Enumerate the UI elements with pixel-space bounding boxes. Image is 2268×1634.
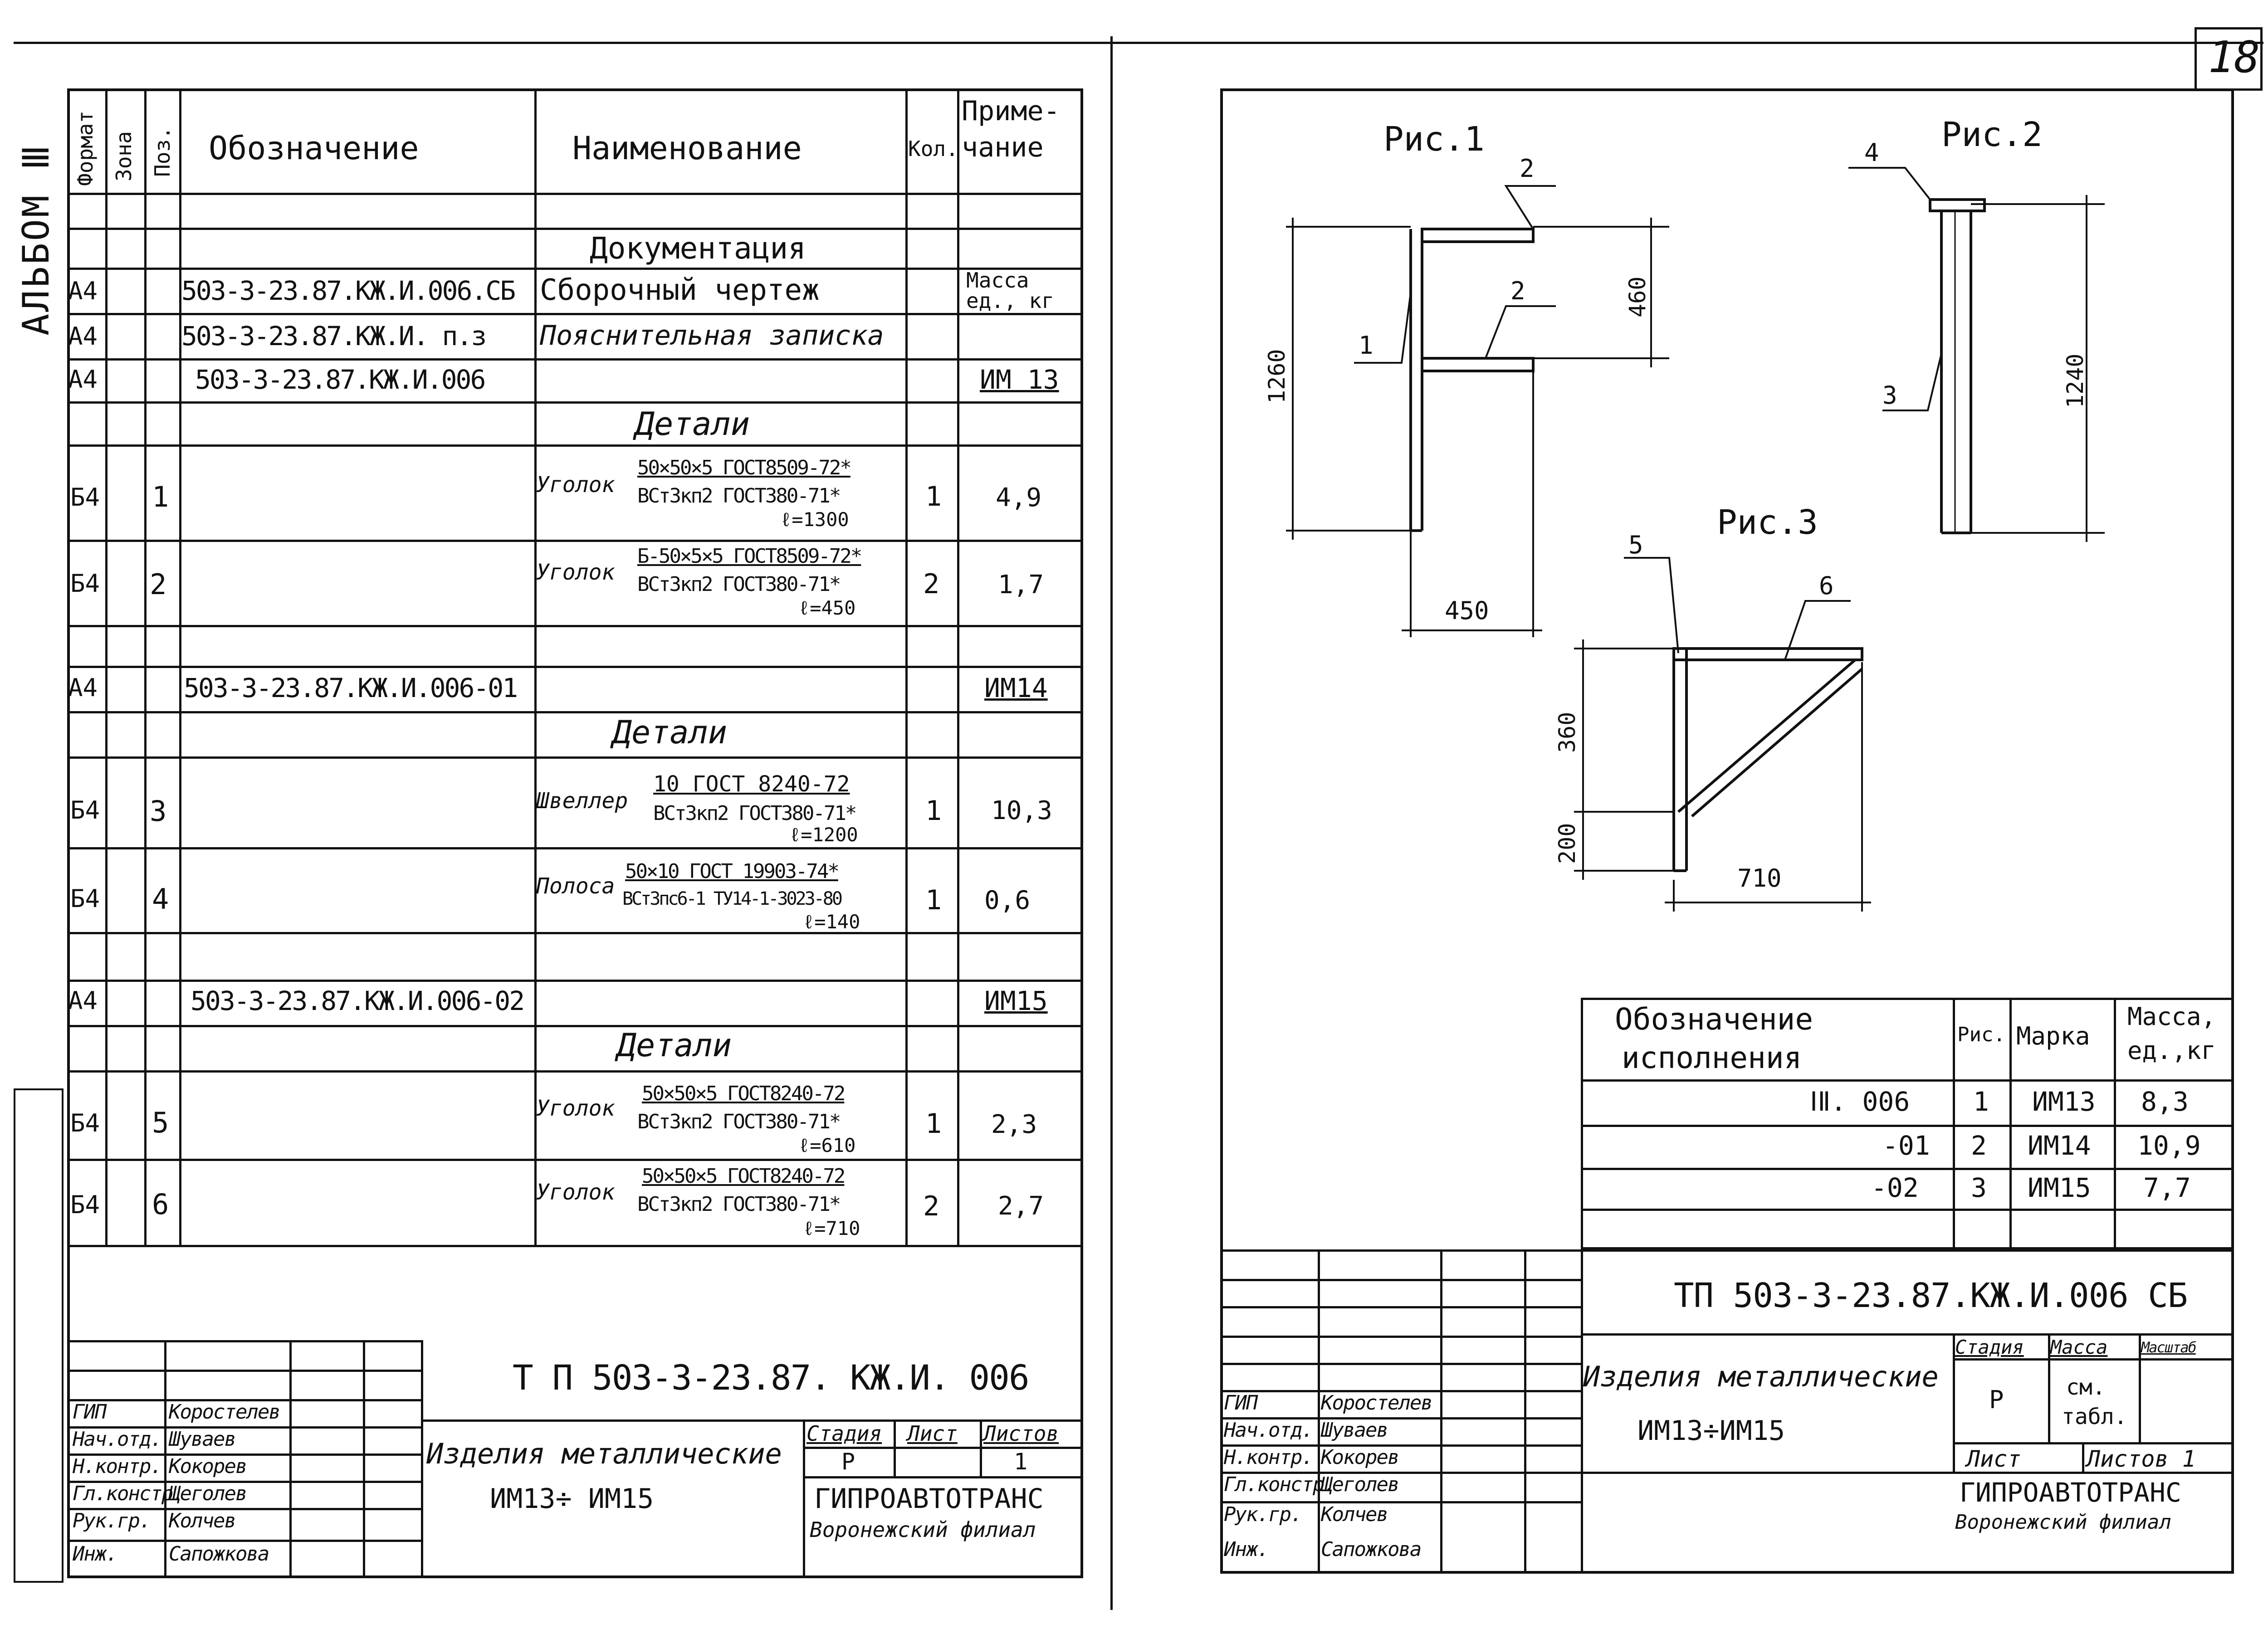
right-tb-title-l2: ИМ13÷ИМ15 (1637, 1415, 1785, 1447)
exec-row3-mark: ИМ15 (2028, 1172, 2091, 1203)
row7-qty: 1 (925, 795, 942, 827)
header-pos: Поз. (150, 127, 175, 177)
exec-h-mass-l2: ед.,кг (2127, 1036, 2216, 1065)
row11-mass: 2,7 (998, 1191, 1044, 1221)
fig1-pos-c: 1 (1359, 331, 1374, 360)
exec-row (1581, 1209, 2234, 1211)
exec-col (2009, 998, 2012, 1249)
rtb-line (1953, 1358, 2234, 1361)
header-name: Наименование (572, 130, 802, 167)
right-tb-stage: Р (1989, 1385, 2004, 1414)
rtb-line (1220, 1363, 1581, 1365)
row2-name: Пояснительная записка (540, 320, 884, 351)
section-details-3: Детали (617, 1027, 732, 1064)
exec-row (1581, 1125, 2234, 1127)
row10-qty: 1 (925, 1108, 942, 1140)
right-tb-mass-label: Масса (2050, 1336, 2108, 1358)
row6-format: А4 (68, 673, 98, 702)
row8-format: Б4 (70, 884, 100, 913)
row7-name: Швеллер (536, 788, 628, 814)
left-tb-stage-label: Стадия (807, 1421, 882, 1446)
fig3-pos-b: 6 (1819, 571, 1834, 600)
rtb-line (1953, 1442, 2234, 1444)
signatory-name: Колчев (169, 1509, 235, 1532)
exec-row (1581, 1079, 2234, 1082)
row2-format: А4 (68, 322, 98, 351)
signatory-role: Инж. (1224, 1538, 1268, 1561)
header-qty: Кол. (908, 137, 958, 161)
fig2-pos-a: 4 (1864, 138, 1879, 167)
exec-row3-mass: 7,7 (2143, 1172, 2191, 1203)
row8-len: ℓ=140 (803, 911, 860, 933)
signatory-role: Рук.гр. (73, 1509, 151, 1532)
row6-designation: 503-3-23.87.КЖ.И.006-01 (184, 673, 517, 703)
row11-qty: 2 (923, 1190, 940, 1222)
exec-col (2114, 998, 2116, 1249)
signatory-name: Коростелев (169, 1400, 280, 1424)
row7-bottom: ВСт3кп2 ГОСТ380-71* (653, 802, 856, 825)
row11-format: Б4 (70, 1190, 100, 1219)
row9-note: ИМ15 (984, 985, 1048, 1016)
rtb-col (1581, 1249, 1583, 1574)
row5-bottom: ВСт3кп2 ГОСТ380-71* (637, 573, 840, 596)
signatory-name: Шуваев (1321, 1419, 1388, 1442)
row1-note-l1: Масса (966, 268, 1029, 293)
rtb-line (1220, 1336, 1581, 1338)
row5-pos: 2 (150, 568, 167, 601)
left-tb-org-l1: ГИПРОАВТОТРАНС (814, 1483, 1044, 1515)
right-tb-scale-label: Масштаб (2141, 1339, 2196, 1356)
row4-mass: 4,9 (996, 483, 1042, 512)
right-tb-sheet-label: Лист (1966, 1446, 2021, 1472)
fig1-dim-w: 450 (1445, 596, 1489, 625)
row5-format: Б4 (70, 569, 100, 598)
left-tb-title-l2: ИМ13÷ ИМ15 (490, 1483, 654, 1515)
fig1-pos-b: 2 (1510, 277, 1525, 305)
fig3-title: Рис.3 (1717, 503, 1818, 542)
row9-designation: 503-3-23.87.КЖ.И.006-02 (191, 985, 524, 1016)
row4-name: Уголок (536, 472, 615, 498)
row10-format: Б4 (70, 1109, 100, 1137)
row4-bottom: ВСт3кп2 ГОСТ380-71* (637, 484, 840, 507)
right-tb-title-l1: Изделия металлические (1583, 1360, 1939, 1393)
rtb-col (1524, 1249, 1526, 1574)
exec-row2-mass: 10,9 (2137, 1130, 2201, 1161)
row5-len: ℓ=450 (798, 597, 856, 619)
exec-h-designation-l2: исполнения (1622, 1040, 1802, 1075)
exec-row1-designation: ⅠⅡ. 006 (1810, 1086, 1910, 1117)
rtb-line (1220, 1306, 1581, 1308)
signatory-role: Инж. (73, 1542, 117, 1566)
exec-col (1953, 998, 1955, 1249)
row8-name: Полоса (536, 873, 615, 899)
exec-row1-mass: 8,3 (2141, 1086, 2189, 1117)
header-designation: Обозначение (209, 130, 419, 167)
fig3-dim-h2: 200 (1554, 823, 1580, 864)
right-tb-org-l1: ГИПРОАВТОТРАНС (1960, 1477, 2181, 1508)
row8-mass: 0,6 (984, 886, 1031, 915)
row8-pos: 4 (152, 883, 169, 916)
signatory-role: Н.контр. (73, 1455, 161, 1478)
signatory-role: Гл.констр. (1224, 1473, 1335, 1496)
row11-top: 50×50×5 ГОСТ8240-72 (642, 1165, 845, 1188)
signatory-name: Кокорев (1321, 1446, 1399, 1469)
rtb-line (1220, 1279, 1581, 1281)
signatory-role: ГИП (1224, 1391, 1257, 1415)
row10-mass: 2,3 (991, 1110, 1037, 1139)
signatory-name: Сапожкова (169, 1542, 269, 1566)
row3-format: А4 (68, 365, 98, 394)
album-label: АЛЬБОМ Ⅲ (15, 143, 57, 336)
signatory-role: Гл.констр. (73, 1482, 184, 1505)
signatory-name: Щеголев (1321, 1473, 1399, 1496)
row11-bottom: ВСт3кп2 ГОСТ380-71* (637, 1193, 840, 1216)
header-note-l1: Приме- (962, 95, 1060, 127)
row8-bottom: ВСт3пс6-1 ТУ14-1-3023-80 (622, 888, 841, 909)
header-format: Формат (73, 110, 98, 186)
fig1-pos-a: 2 (1520, 154, 1535, 183)
left-tb-sheet-label: Лист (907, 1421, 958, 1446)
left-tb-stage: Р (841, 1449, 855, 1475)
fig2-dim-h: 1240 (2062, 353, 2088, 408)
fig3-dim-w: 710 (1737, 864, 1782, 893)
row6-note: ИМ14 (984, 673, 1048, 703)
rtb-line (1581, 1333, 2234, 1336)
rtb-col (1440, 1249, 1442, 1574)
fig3-dim-h1: 360 (1554, 712, 1580, 753)
row5-name: Уголок (536, 560, 615, 585)
right-tb-mass-l1: см. (2066, 1375, 2106, 1400)
header-zone: Зона (112, 131, 136, 181)
fig1-dim-top: 460 (1624, 276, 1651, 317)
row3-designation: 503-3-23.87.КЖ.И.006 (195, 364, 485, 395)
right-tb-stage-label: Стадия (1955, 1336, 2024, 1358)
rtb-col (2082, 1442, 2084, 1472)
left-tb-sheet: 1 (1014, 1449, 1028, 1475)
left-tb-sheets-label: Листов (983, 1421, 1059, 1446)
row10-len: ℓ=610 (798, 1134, 856, 1156)
row1-name: Сборочный чертеж (540, 273, 820, 307)
exec-h-fig: Рис. (1957, 1023, 2005, 1046)
row4-top: 50×50×5 ГОСТ8509-72* (637, 456, 850, 479)
row7-mass: 10,3 (991, 796, 1052, 825)
fig2-title: Рис.2 (1941, 115, 2043, 154)
right-tb-code: ТП 503-3-23.87.КЖ.И.006 СБ (1674, 1276, 2188, 1315)
row5-qty: 2 (923, 568, 940, 600)
exec-row3-designation: -02 (1871, 1172, 1919, 1203)
signatory-name: Кокорев (169, 1455, 247, 1478)
row5-mass: 1,7 (998, 570, 1044, 600)
row7-top: 10 ГОСТ 8240-72 (653, 771, 850, 797)
row1-designation: 503-3-23.87.КЖ.И.006.СБ (181, 275, 515, 306)
row10-bottom: ВСт3кп2 ГОСТ380-71* (637, 1110, 840, 1133)
signatory-role: Рук.гр. (1224, 1503, 1302, 1526)
left-tb-title-l1: Изделия металлические (426, 1437, 782, 1470)
signatory-name: Щеголев (169, 1482, 247, 1505)
section-details-2: Детали (612, 714, 727, 751)
header-note-l2: чание (962, 132, 1044, 163)
row7-len: ℓ=1200 (789, 824, 858, 846)
row10-top: 50×50×5 ГОСТ8240-72 (642, 1082, 845, 1105)
exec-h-mark: Марка (2016, 1022, 2090, 1050)
signatory-role: ГИП (73, 1400, 106, 1424)
exec-row1-fig: 1 (1973, 1086, 1989, 1117)
row9-format: А4 (68, 986, 98, 1015)
row4-pos: 1 (152, 480, 169, 513)
fig2-pos-b: 3 (1882, 381, 1897, 410)
fig3-pos-a: 5 (1628, 531, 1643, 559)
row10-name: Уголок (536, 1096, 615, 1121)
row3-note: ИМ 13 (980, 364, 1059, 395)
rtb-col (1318, 1249, 1320, 1574)
signatory-role: Нач.отд. (1224, 1419, 1313, 1442)
row11-name: Уголок (536, 1180, 615, 1205)
signatory-name: Шуваев (169, 1428, 235, 1451)
signatory-role: Н.контр. (1224, 1446, 1313, 1469)
row7-pos: 3 (150, 795, 167, 828)
signatory-name: Сапожкова (1321, 1538, 1421, 1561)
right-tb-org-l2: Воронежский филиал (1955, 1511, 2171, 1534)
row8-qty: 1 (925, 884, 942, 916)
row4-qty: 1 (925, 481, 942, 512)
section-details-1: Детали (635, 405, 750, 443)
left-tb-code: Т П 503-3-23.87. КЖ.И. 006 (513, 1357, 1029, 1398)
right-tb-mass-l2: табл. (2062, 1404, 2127, 1429)
row7-format: Б4 (70, 796, 100, 824)
exec-h-designation-l1: Обозначение (1615, 1002, 1813, 1037)
fig1-title: Рис.1 (1383, 120, 1485, 159)
right-tb-sheets-label: Листов 1 (2087, 1446, 2196, 1472)
left-tb-org-l2: Воронежский филиал (810, 1517, 1036, 1542)
exec-row3-fig: 3 (1971, 1172, 1987, 1203)
exec-row1-mark: ИМ13 (2032, 1086, 2096, 1117)
row2-designation: 503-3-23.87.КЖ.И. п.з (181, 321, 486, 351)
signatory-name: Колчев (1321, 1503, 1388, 1526)
signatory-name: Коростелев (1321, 1391, 1432, 1415)
row4-format: Б4 (70, 483, 100, 512)
row1-format: А4 (68, 277, 98, 305)
row1-note-l2: ед., кг (966, 288, 1054, 313)
signatory-role: Нач.отд. (73, 1428, 161, 1451)
exec-row2-fig: 2 (1971, 1130, 1987, 1161)
exec-h-mass-l1: Масса, (2127, 1002, 2216, 1031)
row4-len: ℓ=1300 (780, 508, 849, 531)
row5-top: Б-50×5×5 ГОСТ8509-72* (637, 545, 861, 568)
section-documentation: Документация (590, 231, 806, 266)
exec-row2-mark: ИМ14 (2028, 1130, 2091, 1161)
row11-len: ℓ=710 (803, 1217, 860, 1239)
rtb-line (1220, 1249, 2234, 1252)
fig1-dim-h: 1260 (1264, 349, 1290, 404)
row10-pos: 5 (152, 1106, 169, 1139)
exec-row (1581, 1168, 2234, 1170)
row11-pos: 6 (152, 1188, 169, 1221)
exec-row2-designation: -01 (1882, 1130, 1930, 1161)
page-number: 18 (2208, 33, 2260, 83)
row8-top: 50×10 ГОСТ 19903-74* (625, 860, 838, 883)
